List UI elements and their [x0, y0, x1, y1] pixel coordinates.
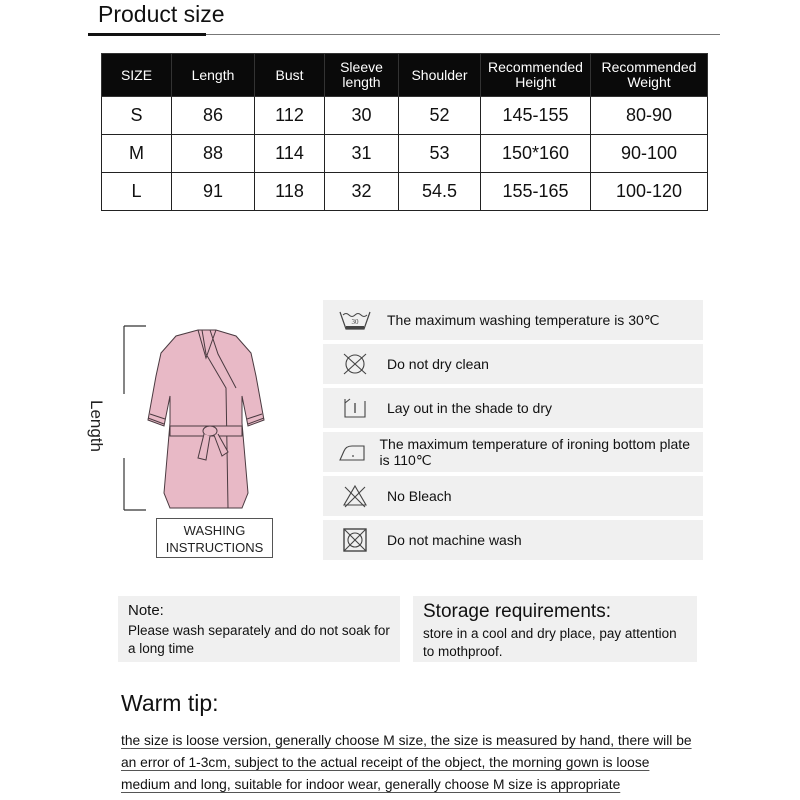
warm-tip-body: the size is loose version, generally choose M size, the size is measured by hand, there will be an error of 1-3cm, subject to the actual receipt of the object, the morning gown is loose medium and long, suitable for indoor wear, generally choose M size is appropriate [121, 733, 692, 792]
robe-shape-icon [148, 330, 264, 508]
table-cell: 53 [399, 135, 481, 173]
note-box [118, 596, 400, 662]
title-underline [88, 33, 206, 36]
care-item [323, 388, 703, 428]
table-cell: 112 [255, 97, 325, 135]
warm-tip-title: Warm tip: [121, 690, 219, 716]
table-cell: 150*160 [481, 135, 591, 173]
table-cell: 145-155 [481, 97, 591, 135]
column-header: Length [172, 54, 255, 97]
washing-label-line1: WASHING [183, 523, 246, 538]
table-cell: 86 [172, 97, 255, 135]
care-item [323, 432, 703, 472]
table-header-row [102, 54, 708, 97]
wash-30-icon [323, 309, 387, 331]
table-row [102, 173, 708, 211]
table-cell: 88 [172, 135, 255, 173]
no-bleach-icon [323, 484, 387, 508]
column-header: Recommended Height [481, 54, 591, 97]
length-label: Length [87, 400, 106, 452]
no-machine-wash-icon [323, 527, 387, 553]
dry-flat-shade-icon [323, 397, 387, 419]
warm-tip-text [121, 730, 696, 796]
column-header: Bust [255, 54, 325, 97]
table-cell: 100-120 [591, 173, 708, 211]
table-cell: L [102, 173, 172, 211]
column-header: Shoulder [399, 54, 481, 97]
care-item [323, 476, 703, 516]
table-cell: 54.5 [399, 173, 481, 211]
column-header: Sleeve length [325, 54, 399, 97]
care-text: Lay out in the shade to dry [387, 400, 552, 416]
length-bracket-icon [124, 326, 146, 510]
table-cell: 80-90 [591, 97, 708, 135]
care-text: The maximum temperature of ironing bottom plate is 110℃ [379, 436, 690, 468]
care-text: Do not dry clean [387, 356, 489, 372]
washing-label-line2: INSTRUCTIONS [165, 540, 264, 555]
storage-text: store in a cool and dry place, pay attention to mothproof. [423, 626, 677, 659]
note-text: Please wash separately and do not soak for a long time [128, 623, 390, 656]
care-item [323, 520, 703, 560]
care-item [323, 344, 703, 384]
column-header: Recommended Weight [591, 54, 708, 97]
svg-text:30: 30 [351, 318, 359, 326]
care-text: The maximum washing temperature is 30℃ [387, 312, 660, 328]
column-header: SIZE [102, 54, 172, 97]
care-item [323, 300, 703, 340]
table-cell: S [102, 97, 172, 135]
care-instructions-list [323, 300, 703, 564]
robe-illustration [118, 318, 298, 538]
table-cell: 91 [172, 173, 255, 211]
section-title: Product size [98, 1, 225, 27]
title-divider [206, 34, 720, 35]
note-title: Note: [128, 602, 164, 619]
table-cell: 114 [255, 135, 325, 173]
care-text: No Bleach [387, 488, 452, 504]
table-cell: 52 [399, 97, 481, 135]
table-cell: 31 [325, 135, 399, 173]
size-table [101, 53, 708, 211]
table-cell: 118 [255, 173, 325, 211]
table-row [102, 97, 708, 135]
table-cell: 90-100 [591, 135, 708, 173]
table-cell: 30 [325, 97, 399, 135]
storage-title: Storage requirements: [423, 601, 611, 622]
table-cell: 32 [325, 173, 399, 211]
storage-box [413, 596, 697, 662]
care-text: Do not machine wash [387, 532, 522, 548]
washing-instructions-label [156, 518, 273, 558]
table-row [102, 135, 708, 173]
table-cell: 155-165 [481, 173, 591, 211]
table-cell: M [102, 135, 172, 173]
iron-low-icon [323, 441, 380, 463]
no-dry-clean-icon [323, 352, 387, 376]
